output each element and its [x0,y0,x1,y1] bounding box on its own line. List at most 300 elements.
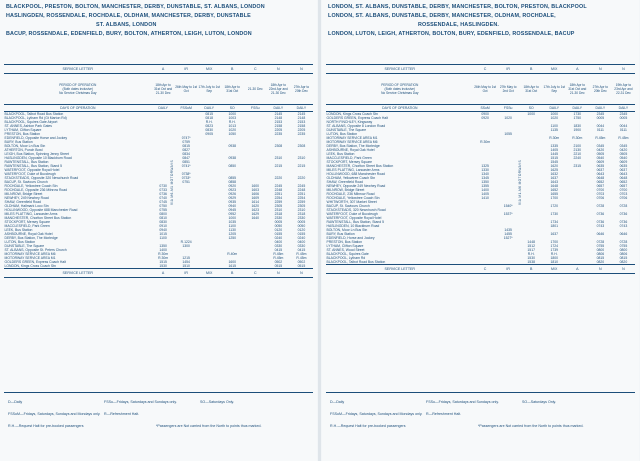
motorway-route-note: VIA M6-M1 MOTORWAYS [170,160,174,206]
time-cell: 0330 [297,244,306,248]
time-cell: 0648 [596,176,605,180]
days-of-operation-label: DAYS OF OPERATION [4,105,152,112]
service-letter: N [267,269,290,278]
stop-name: MILES PLATTING, Lancaster Arms [4,212,58,216]
time-cell: R.45m [595,136,606,140]
time-cell: 1015 [159,232,167,236]
time-cell: 0643 [619,172,628,176]
time-cell: 0330 [274,244,283,248]
time-cell: 2305 [297,204,306,208]
time-cell: 1603 [251,188,260,192]
time-cell: 0830 [205,128,213,132]
time-cell: 0900 [481,112,489,116]
time-cell: 2318 [297,212,306,216]
stop-name: MILNROW, Bridge Street [326,188,365,192]
time-cell: 2254 [274,196,283,200]
service-letter: A [152,65,175,74]
time-cell: 0637 [619,168,628,172]
service-letter: A [566,65,589,74]
service-letter: A [152,269,175,278]
time-cell: 2310 [274,156,283,160]
period-cell: 27th May to 2nd Oct [499,85,517,93]
time-cell: 1609 [251,196,260,200]
time-cell: 1801 [550,224,559,228]
time-cell: 0736 [159,192,167,196]
time-cell: 1625 [550,168,559,172]
stop-name: HASLINGDEN, 10 Blackburn Road [326,224,380,228]
time-cell: 0706 [596,196,605,200]
time-cell: 0847 [182,156,190,160]
time-cell: 0751 [182,180,190,184]
time-cell: 2251 [274,192,283,196]
period-cell: 19th Apr to 23rd Apr and 22-31 Dec [614,83,633,95]
time-cell: 2153 [274,120,283,124]
time-cell: 0820 [619,260,628,264]
stop-name: BLACKPOOL, Talbot Road Bus Station [4,112,64,116]
days-cell: DAILY [267,105,290,112]
stop-name: DERBY, Bus Station, The Morledge [326,144,380,148]
time-cell: 1652 [550,188,559,192]
time-cell: 1013 [228,124,237,128]
time-cell: 1730 [550,212,559,216]
service-letter: IR [497,265,520,274]
time-cell: 0648 [619,176,628,180]
time-cell: 0827 [182,148,190,152]
days-cell: DAILY [589,105,612,112]
stop-name: ASHBOURNE, Royal Oak Hotel [4,232,53,236]
time-cell: R.30m [549,136,560,140]
service-letter: N [612,65,635,74]
time-cell: 1515 [550,156,559,160]
time-cell: 0940 [159,228,167,232]
stop-name: EDENFIELD, Opposite Horse and Jockey [4,136,68,140]
time-cell: 1637 [550,176,559,180]
stop-name: MANCHESTER, Chorlton Street Bus Station [4,216,72,220]
stop-name: EDENFIELD, Horse and Jockey [326,236,375,240]
time-cell: 0657 [619,184,628,188]
stop-name: MANCHESTER, Chorlton Street Bus Station [326,164,394,168]
time-cell: 0502 [297,260,306,264]
time-cell: 0850 [228,164,237,168]
route-title: LONDON, LUTON, LEIGH, ATHERTON, BOLTON, BURY, EDENFIELD, ROSSENDALE, BACUP [328,31,575,37]
stop-name: BURY, Bus Station [4,140,33,144]
stop-name: MOTORWAY SERVICE AREA M1 [4,256,56,260]
period-cell: 18th Apr to 31st Oct and 21-30 Dec [568,83,587,95]
time-cell: 0120 [297,228,306,232]
stop-name: LONDON, Kings Cross Coach Stn [326,112,378,116]
time-cell: 1510 [182,264,190,268]
time-cell: 1600 [251,184,260,188]
stop-name: BURY, Bus Station [326,232,355,236]
time-cell: 1050 [228,132,237,136]
time-cell: 1055 [504,132,512,136]
time-cell: 0743 [619,224,628,228]
time-cell: 1135 [550,128,558,132]
service-letter: C [474,265,497,274]
time-cell: 0155 [297,232,306,236]
stop-name: BLACKPOOL, Lytham Rd (Gt Marton Rd) [4,116,67,120]
time-cell: 1335 [550,144,559,148]
time-cell: 2235 [297,132,306,136]
time-cell: 0759 [182,140,190,144]
service-letter: A [566,265,589,274]
legend-item: FSSu—Fridays, Saturdays and Sundays only. [426,400,499,404]
time-cell: 0820 [596,260,605,264]
stop-name: STOCKPORT, Mersey Square [326,160,372,164]
time-cell: 1000 [228,112,237,116]
stop-name: ST. ANNES, Ashton Park Gates [4,124,52,128]
stop-name: NEWHEY, 249 Newhey Road [4,196,49,200]
time-cell: 1325 [481,164,489,168]
right-timetable-page [322,0,639,461]
days-cell: FSSu [244,105,267,112]
service-letter: M/X [543,65,566,74]
service-letter-label: SERVICE LETTER [326,65,474,74]
time-cell: 0733 [159,188,167,192]
time-cell: 1750 [573,116,582,120]
time-cell: 1606 [251,192,260,196]
service-letter: IR [175,65,198,74]
divider [326,392,635,393]
service-letter: C [244,65,267,74]
days-cell: SSuM [474,105,497,112]
stop-name: LEEK, Bus Station [4,228,33,232]
stop-name: OLDHAM, Yellowtree Coach Stn [326,176,376,180]
time-cell: 0823 [205,124,213,128]
legend-item: R.H.—Request Halt for pre-booked passengers [330,424,406,428]
time-cell: 2145 [274,112,283,116]
time-cell: R.45m [618,136,629,140]
service-letter: N [589,265,612,274]
legend-item: SO—Saturdays Only. [522,400,557,404]
time-cell: 1020 [504,116,512,120]
time-cell: 2153 [297,120,306,124]
route-title: BLACKPOOL, PRESTON, BOLTON, MANCHESTER, DERBY, DUNSTABLE, ST. ALBANS, LONDON [6,4,265,10]
service-letter: M/X [198,65,221,74]
time-cell: R.H. [550,252,558,256]
time-cell: R.30m [158,256,169,260]
time-cell: 0728 [619,240,628,244]
service-letter-label: SERVICE LETTER [4,269,152,278]
time-cell: 1527* [503,236,513,240]
time-cell: 1620 [251,204,260,208]
time-cell: 0635 [596,164,605,168]
time-cell: 0111 [619,128,627,132]
time-cell: 1410 [481,196,489,200]
time-cell: 2245 [274,184,283,188]
time-cell: 0858 [228,180,237,184]
time-cell: 0700 [619,188,628,192]
time-cell: 0652 [619,180,628,184]
time-cell: 0738* [181,172,191,176]
time-cell: 0743 [596,224,605,228]
time-cell: 1720 [550,204,559,208]
time-cell: 2215 [297,164,306,168]
period-of-operation-label [4,74,152,105]
route-title: BACUP, ROSSENDALE, EDENFIELD, BURY, BOLTON, ATHERTON, LEIGH, LUTON, LONDON [6,31,252,37]
time-cell: 0945 [228,208,237,212]
time-cell: 0736 [596,212,605,216]
timetable-table [4,64,313,278]
time-cell: 1100 [159,236,167,240]
time-cell: 0345 [619,144,628,148]
time-cell: 1615 [228,264,237,268]
time-cell: 0926 [228,192,237,196]
time-cell: 0818 [205,116,213,120]
time-cell: 1623 [251,208,260,212]
period-cell: 27th Apr to 20th Dec [592,85,609,93]
time-cell: 2259 [297,200,306,204]
time-cell: 2310 [297,156,306,160]
stop-name: ASHBOURNE, Royal Oak Hotel [326,148,375,152]
period-cell: 18th Apr to 22nd Apr and 21-30 Dec [268,83,288,95]
days-cell: SO [520,105,543,112]
stop-name: MILNROW, Bridge Street [4,192,43,196]
time-cell: 0806 [619,252,628,256]
period-caption: No Service Christmas Day [59,91,97,95]
stop-name: BACUP, St. Saviours Church [4,180,48,184]
time-cell: R.45m [273,252,284,256]
time-cell: 1700 [550,240,559,244]
period-cell: 18th Apr to 31st Oct [523,85,539,93]
divider [4,392,313,393]
time-cell: 1655 [550,192,559,196]
service-letter: B [520,65,543,74]
time-cell: 0635 [619,164,628,168]
days-cell: DAILY [152,105,175,112]
stop-name: MILES PLATTING, Lancaster Arms [326,168,380,172]
time-cell: 0005 [619,116,628,120]
service-letter-label: SERVICE LETTER [326,265,474,274]
days-cell: DAILY [566,105,589,112]
time-cell: 1454 [182,260,190,264]
stop-name: HASLINGDEN, Opposite 10 Blackburn Road [4,156,72,160]
time-cell: 0657 [596,184,605,188]
time-cell: 0952 [228,212,237,216]
time-cell: 2310 [297,208,306,212]
time-cell: 2345 [619,112,628,116]
time-cell: 2148 [297,116,306,120]
time-cell: 1355 [481,184,489,188]
time-cell: 1405 [550,148,559,152]
stop-name: HOLLINWOOD, 688 Manchester Road [326,172,385,176]
stop-name: STACKSTEADS, 320 Newchurch Road [326,208,386,212]
stop-name: LUTON, Bus Station [4,240,36,244]
stop-name: ST. ANNES, Wood Street [326,248,365,252]
time-cell: 0646 [596,232,605,236]
time-cell: 1405 [481,192,489,196]
time-cell: 0044 [619,124,628,128]
service-letter: M/X [543,265,566,274]
legend-item: *Passengers are Not carried from the North to points thus marked. [478,424,584,428]
time-cell: 0706 [619,196,628,200]
route-title: HASLINGDEN, ROSSENDALE, ROCHDALE, OLDHAM, MANCHESTER, DERBY, DUNSTABLE [6,13,251,19]
stop-name: BLACKPOOL, Squires Gate Airport [4,120,58,124]
time-cell: 0745 [159,200,167,204]
stop-name: GOLDERS GREEN, Express Coach Halt [326,116,388,120]
period-caption: (Both dates inclusive) [62,87,94,91]
time-cell: 1530 [159,264,167,268]
stop-name: LONDON, Kings Cross Coach Stn [4,264,56,268]
time-cell: 2345 [596,112,605,116]
time-cell: 0345 [596,144,605,148]
time-cell: 1035 [228,220,237,224]
time-cell: 1020 [550,116,559,120]
service-letter: B [221,269,244,278]
time-cell: 0728 [596,204,605,208]
days-cell: DAILY [612,105,635,112]
time-cell: 0728 [619,204,628,208]
time-cell: 1637 [550,232,559,236]
time-cell: 0736 [596,220,605,224]
time-cell: 0800 [159,212,167,216]
time-cell: 1000 [550,112,559,116]
service-letter: M/X [198,269,221,278]
time-cell: 0755 [159,208,167,212]
route-title: LONDON, ST. ALBANS, DUNSTABLE, DERBY, MANCHESTER, OLDHAM, ROCHDALE, [328,13,556,19]
legend [330,396,630,432]
stop-name: RAWTENSTALL, Bus Station [4,160,49,164]
stop-name: RAWTENSTALL, Bus Station, Stand 5 [4,164,62,168]
time-cell: 0111 [596,128,604,132]
days-cell: SO [221,105,244,112]
time-cell: 2305 [274,204,283,208]
time-cell: 2318 [274,212,283,216]
time-cell: 2220 [297,176,306,180]
time-cell: 2215 [274,164,283,168]
period-caption: No Service Christmas Day [381,91,419,95]
time-cell: 0830 [159,220,167,224]
time-cell: 2310 [274,208,283,212]
time-cell: 1700 [550,196,559,200]
service-letter: N [612,265,635,274]
time-cell: 1250 [228,236,237,240]
time-cell: 0800 [596,248,605,252]
time-cell: 0730 [159,184,167,188]
time-cell: R.1224 [180,240,192,244]
time-cell: 0652 [596,180,605,184]
time-cell: 0240 [274,236,283,240]
time-cell: 1734 [550,220,559,224]
time-cell: 2240 [573,156,582,160]
period-cell: 26th May to 1st Oct [474,85,496,93]
time-cell: 2145 [297,112,306,116]
time-cell: 1629 [251,212,260,216]
stop-name: WHITWORTH, 307 Market Street [326,200,377,204]
time-cell: 1435 [504,228,512,232]
time-cell: 0540 [619,156,628,160]
stop-name: ST. ALBANS, Opposite St. Peters Church [4,248,67,252]
stop-name: LYTHAM, Clifton Square [4,128,42,132]
time-cell: 0920 [481,116,489,120]
time-cell: 1330 [481,168,489,172]
time-cell: 0806 [596,252,605,256]
time-cell: 0050 [297,224,306,228]
time-cell: 2100 [573,144,582,148]
time-cell: 0120 [274,228,283,232]
time-cell: 2210 [573,152,582,156]
time-cell: 1400 [159,248,167,252]
time-cell: 2248 [297,188,306,192]
time-cell: 0923 [228,188,237,192]
time-cell: 1739 [550,248,559,252]
period-cell: 27th Apr to 20th Dec [293,85,310,93]
time-cell: 0044 [596,124,605,128]
time-cell: 0420 [596,148,605,152]
legend-item: SO—Saturdays Only. [200,400,235,404]
stop-name: DUNSTABLE, The Square [4,244,45,248]
service-letter: N [589,65,612,74]
time-cell: 2330 [297,216,306,220]
time-cell: 1340 [481,172,489,176]
time-cell: 1538 [527,260,535,264]
service-letter: N [290,65,313,74]
service-letter: C [474,65,497,74]
time-cell: 0400 [297,240,306,244]
time-cell: 0700 [596,188,605,192]
time-cell: 0646 [619,232,628,236]
time-cell: 2158 [274,124,283,128]
time-cell: R.30m [480,140,491,144]
time-cell: 2158 [297,124,306,128]
time-cell: 1614 [251,200,260,204]
stop-name: LEEK, Bus Station [326,152,355,156]
time-cell: 2205 [274,128,283,132]
time-cell: 0609 [619,160,628,164]
motorway-route-note: VIA M1-M6 MOTORWAYS [518,160,522,206]
period-cell: 18th Apr to 31st Oct and 21-30 Dec [154,83,173,95]
time-cell: 2259 [274,200,283,204]
stop-name: NEWHEY, Opposite 249 Newhey Road [326,184,386,188]
service-letter: B [221,65,244,74]
service-letter: IR [175,269,198,278]
time-cell: R.30m [158,252,169,256]
days-of-operation-label: DAYS OF OPERATION [326,105,474,112]
time-cell: R.45m [296,252,307,256]
time-cell: 1648 [550,184,559,188]
period-cell: 17th July to 1st Sep [198,85,220,93]
time-cell: 1350 [159,244,167,248]
time-cell: 1300 [182,244,190,248]
time-cell: 0920 [228,184,237,188]
time-cell: 1345 [481,176,489,180]
time-cell: 1643 [550,180,559,184]
route-title: ST. ALBANS, LONDON [96,22,157,28]
time-cell: 0502 [274,260,283,264]
time-cell: 0815 [182,144,190,148]
time-cell: R.H. [205,120,213,124]
time-cell: 0515 [274,264,283,268]
stop-name: DUNSTABLE, The Square [326,128,367,132]
stop-name: OLDHAM, Hallmark Loco Stn [4,204,49,208]
time-cell: 2205 [297,128,306,132]
stop-name: ROCHDALE, Opposite 236 Milnrow Road [4,188,68,192]
stop-name: PRESTON, Bus Station [4,132,41,136]
time-cell: 0240 [297,236,306,240]
time-cell: 1640 [251,216,260,220]
time-cell: 1730 [573,112,582,116]
legend-item: FSSu—Fridays, Saturdays and Sundays only. [104,400,177,404]
time-cell: 1350 [481,180,489,184]
time-cell: 1020 [228,128,237,132]
stop-name: WATERFOOT, Duke of Buccleugh [326,212,378,216]
stop-name: STOCKPORT, Mersey Square [4,220,50,224]
service-letter: N [290,269,313,278]
time-cell: 0929 [228,196,237,200]
time-cell: 0755 [619,244,628,248]
time-cell: 0400 [274,240,283,244]
days-cell: DAILY [290,105,313,112]
